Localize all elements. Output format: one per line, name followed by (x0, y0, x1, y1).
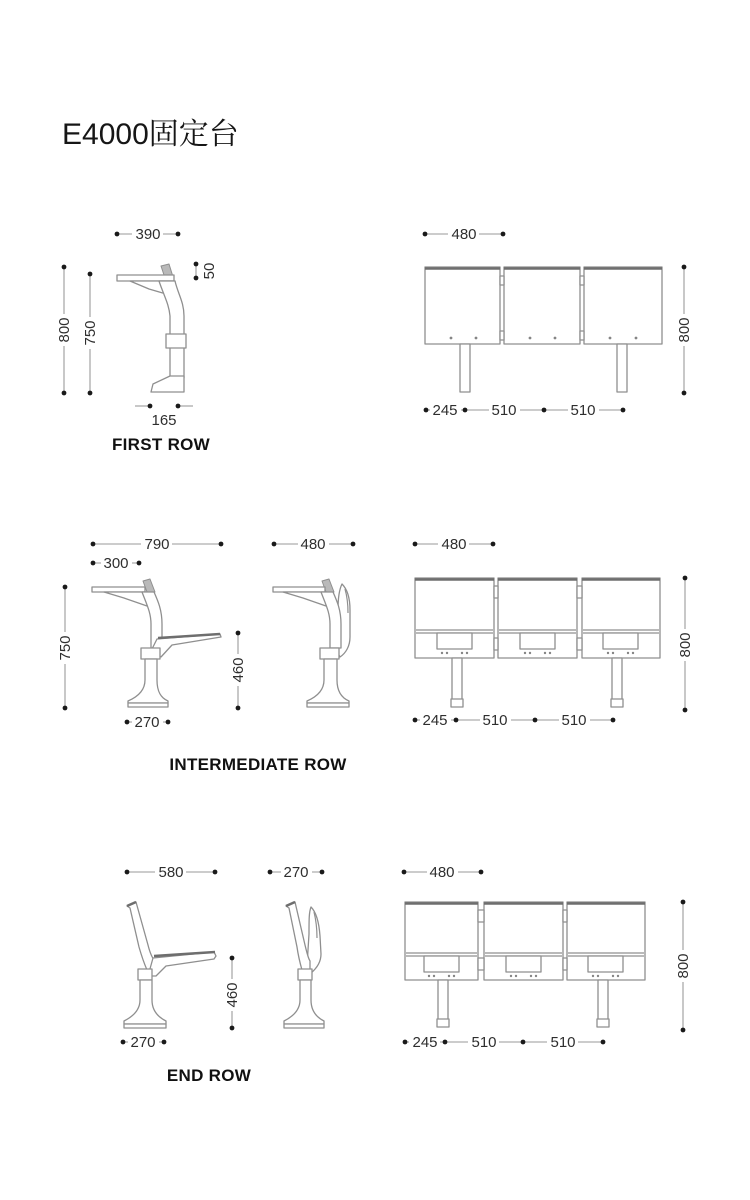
panel-connector (577, 586, 582, 598)
bolt-dot (632, 652, 634, 654)
bolt-dot (510, 975, 512, 977)
front-leg (452, 658, 462, 700)
dim-apron: 50 (201, 262, 218, 280)
row-label-end: END ROW (166, 1066, 252, 1085)
bolt-dot (612, 975, 614, 977)
dim-front-width: 480 (441, 536, 467, 553)
panel-connector (563, 910, 567, 922)
bolt-dot (453, 975, 455, 977)
dim-dot (611, 718, 616, 723)
dim-dot (272, 542, 277, 547)
dim-front-height: 800 (675, 953, 692, 979)
column-collar (298, 969, 312, 980)
dim-overall-height: 800 (56, 317, 73, 343)
bolt-dot (607, 652, 609, 654)
dim-leg-spacing: 510 (570, 402, 596, 419)
screw-dot (450, 337, 453, 340)
front-leg (617, 344, 627, 392)
dim-dot (491, 542, 496, 547)
dim-dot (424, 408, 429, 413)
panel-connector (478, 958, 484, 970)
end-row-side-view (124, 902, 216, 1028)
column-collar (141, 648, 160, 659)
seat-bracket (520, 633, 555, 649)
intermediate-row-folded-dims (272, 536, 356, 553)
bolt-dot (535, 975, 537, 977)
dim-leg-offset: 245 (432, 402, 458, 419)
dim-dot (413, 718, 418, 723)
floor-foot (151, 376, 184, 392)
dim-dot (115, 232, 120, 237)
dim-dot (62, 391, 67, 396)
pedestal-base (307, 659, 349, 703)
row-label-first: FIRST ROW (111, 435, 211, 454)
end-row-folded-view (284, 902, 324, 1028)
desk-gusset (283, 592, 327, 606)
dim-front-height: 800 (676, 317, 693, 343)
screw-dot (609, 337, 612, 340)
dim-dot (236, 631, 241, 636)
front-leg (460, 344, 470, 392)
pedestal-base (124, 980, 166, 1024)
dim-dot (176, 404, 181, 409)
bolt-dot (446, 652, 448, 654)
dim-overall-depth: 580 (158, 864, 184, 881)
intermediate-row-front-view (415, 578, 660, 707)
panel-connector (577, 638, 582, 650)
dim-leg-offset: 245 (412, 1034, 438, 1051)
bolt-dot (461, 652, 463, 654)
bolt-dot (524, 652, 526, 654)
end-row-front-view (405, 902, 645, 1027)
dim-dot (121, 1040, 126, 1045)
dim-leg-spacing: 510 (550, 1034, 576, 1051)
screw-dot (554, 337, 557, 340)
intermediate-row-side-view (92, 579, 221, 707)
dim-dot (683, 708, 688, 713)
leg-column (159, 281, 184, 378)
leg-foot (451, 699, 463, 707)
dim-dot (137, 561, 142, 566)
intermediate-row-folded-view (273, 579, 350, 707)
dim-dot (423, 232, 428, 237)
dim-base-depth: 270 (130, 1034, 156, 1051)
dim-height: 750 (57, 635, 74, 661)
modesty-panel (504, 267, 580, 344)
seat-bracket (424, 956, 459, 972)
bolt-dot (597, 975, 599, 977)
dim-dot (454, 718, 459, 723)
dim-leg-spacing: 510 (491, 402, 517, 419)
dim-dot (194, 262, 199, 267)
panel-connector (500, 276, 504, 285)
dim-dot (533, 718, 538, 723)
bolt-dot (515, 975, 517, 977)
dim-dot (683, 576, 688, 581)
dim-dot (403, 1040, 408, 1045)
front-leg (598, 980, 608, 1020)
bolt-dot (544, 652, 546, 654)
screw-dot (475, 337, 478, 340)
dim-dot (443, 1040, 448, 1045)
column-collar (166, 334, 186, 348)
dim-dot (230, 1026, 235, 1031)
dim-dot (413, 542, 418, 547)
base-plate (124, 1024, 166, 1028)
base-plate (128, 703, 168, 707)
pedestal-base (284, 980, 324, 1024)
front-leg (438, 980, 448, 1020)
bolt-dot (592, 975, 594, 977)
dim-foot-depth: 165 (151, 412, 177, 429)
seat-bracket (437, 633, 472, 649)
dim-base-depth: 270 (134, 714, 160, 731)
column-collar (138, 969, 152, 980)
dim-dot (479, 870, 484, 875)
screw-dot (635, 337, 638, 340)
dim-front-height: 800 (677, 632, 694, 658)
dim-dot (682, 391, 687, 396)
dim-leg-offset: 245 (422, 712, 448, 729)
dim-seat-height: 460 (230, 657, 247, 683)
dim-dot (351, 542, 356, 547)
dim-dot (166, 720, 171, 725)
bolt-dot (549, 652, 551, 654)
dim-dot (463, 408, 468, 413)
backrest (286, 902, 310, 970)
bolt-dot (448, 975, 450, 977)
dim-desk-depth: 300 (103, 555, 129, 572)
dim-folded-depth: 270 (283, 864, 309, 881)
base-plate (307, 703, 349, 707)
dim-dot (542, 408, 547, 413)
row-label-intermediate: INTERMEDIATE ROW (169, 755, 347, 774)
bolt-dot (612, 652, 614, 654)
modesty-panel (584, 267, 662, 344)
panel-connector (478, 910, 484, 922)
base-plate (284, 1024, 324, 1028)
bolt-dot (441, 652, 443, 654)
dim-dot (521, 1040, 526, 1045)
bolt-dot (433, 975, 435, 977)
dim-dot (601, 1040, 606, 1045)
dim-dot (162, 1040, 167, 1045)
bolt-dot (617, 975, 619, 977)
dim-dot (176, 232, 181, 237)
dim-dot (213, 870, 218, 875)
dim-dot (402, 870, 407, 875)
end-row-folded-dims (268, 864, 325, 881)
panel-connector (494, 638, 498, 650)
leg-foot (437, 1019, 449, 1027)
leg-foot (611, 699, 623, 707)
dim-folded-depth: 480 (300, 536, 326, 553)
first-row-side-dims (56, 226, 218, 429)
first-row-side-view (117, 264, 186, 392)
dim-dot (194, 276, 199, 281)
dim-dot (63, 585, 68, 590)
dim-dot (63, 706, 68, 711)
panel-connector (580, 331, 584, 340)
dim-dot (621, 408, 626, 413)
first-row-front-view (425, 267, 662, 392)
panel-connector (500, 331, 504, 340)
bolt-dot (529, 652, 531, 654)
column-collar (320, 648, 339, 659)
dim-dot (91, 542, 96, 547)
dim-dot (320, 870, 325, 875)
dim-leg-spacing: 510 (471, 1034, 497, 1051)
dim-dot (681, 900, 686, 905)
dim-dot (501, 232, 506, 237)
dim-dot (682, 265, 687, 270)
dim-dot (219, 542, 224, 547)
dim-dot (88, 272, 93, 277)
dim-dot (125, 870, 130, 875)
panel-connector (563, 958, 567, 970)
dim-dot (681, 1028, 686, 1033)
dim-seat-height: 460 (224, 982, 241, 1008)
bolt-dot (466, 652, 468, 654)
dim-leg-spacing: 510 (561, 712, 587, 729)
desk-gusset (104, 592, 148, 606)
desk-surface (117, 275, 174, 281)
dim-dot (88, 391, 93, 396)
desk-surface (92, 587, 145, 592)
dim-front-width: 480 (451, 226, 477, 243)
pedestal-base (128, 659, 168, 703)
bolt-dot (627, 652, 629, 654)
dim-dot (230, 956, 235, 961)
seat-bracket (588, 956, 623, 972)
dim-leg-spacing: 510 (482, 712, 508, 729)
desk-surface (273, 587, 325, 592)
backrest (127, 902, 155, 970)
dim-dot (62, 265, 67, 270)
screw-dot (529, 337, 532, 340)
bolt-dot (530, 975, 532, 977)
dim-dot (91, 561, 96, 566)
page-title: E4000固定台 (62, 118, 239, 151)
dim-overall-depth: 790 (144, 536, 170, 553)
seat-bracket (603, 633, 638, 649)
seat-bracket (506, 956, 541, 972)
bolt-dot (428, 975, 430, 977)
dim-dot (125, 720, 130, 725)
leg-foot (597, 1019, 609, 1027)
front-leg (612, 658, 622, 700)
dim-top-width: 390 (135, 226, 161, 243)
modesty-panel (425, 267, 500, 344)
dim-front-width: 480 (429, 864, 455, 881)
dim-surface-height: 750 (82, 320, 99, 346)
dim-dot (148, 404, 153, 409)
dim-dot (236, 706, 241, 711)
dim-dot (268, 870, 273, 875)
panel-connector (494, 586, 498, 598)
panel-connector (580, 276, 584, 285)
